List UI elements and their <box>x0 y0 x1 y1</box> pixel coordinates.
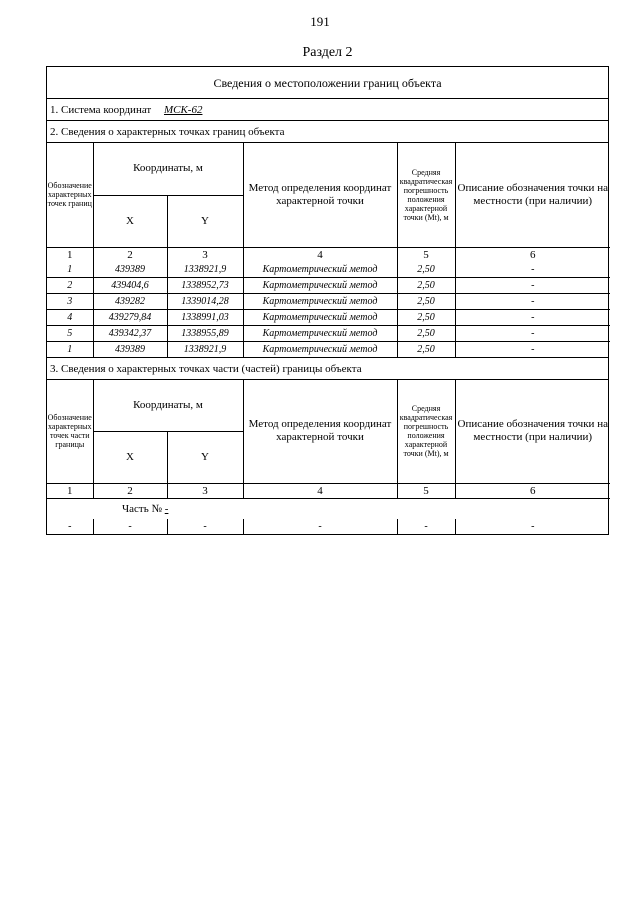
table-cell: 2,50 <box>397 325 455 341</box>
s3-header-x: X <box>93 432 167 484</box>
table-cell: 2,50 <box>397 309 455 325</box>
table-cell: - <box>455 293 610 309</box>
s3-header-description: Описание обозначения точки на местности (при наличии) <box>455 380 610 484</box>
table-cell: 439342,37 <box>93 325 167 341</box>
document-heading: Сведения о местоположении границ объекта <box>47 67 608 99</box>
table-cell: 439389 <box>93 262 167 278</box>
s3-header-y: Y <box>167 432 243 484</box>
table-cell: Картометрический метод <box>243 309 397 325</box>
table-row <box>47 262 610 278</box>
table-cell: - <box>93 519 167 534</box>
table-cell: 1338955,89 <box>167 325 243 341</box>
s2-header-accuracy: Средняя квадратическая погрешность положения характерной точки (Mt), м <box>397 143 455 247</box>
section3-title: 3. Сведения о характерных точках части (частей) границы объекта <box>47 358 608 380</box>
table-cell: 1 <box>47 262 93 278</box>
s2-colnum: 5 <box>397 247 455 262</box>
table-cell: 2,50 <box>397 277 455 293</box>
table-cell: 1338921,9 <box>167 262 243 278</box>
table-row <box>47 309 610 325</box>
table-row <box>47 277 610 293</box>
table-cell: 439279,84 <box>93 309 167 325</box>
s3-header-coords: Координаты, м <box>93 380 243 432</box>
table-cell: 5 <box>47 325 93 341</box>
table-cell: - <box>455 309 610 325</box>
section2-title: 2. Сведения о характерных точках границ объекта <box>47 121 608 143</box>
s2-header-coords: Координаты, м <box>93 143 243 195</box>
table-cell: 439282 <box>93 293 167 309</box>
section-title: Раздел 2 <box>302 45 353 60</box>
section3-table-wrap <box>47 380 608 535</box>
table-cell: 439404,6 <box>93 277 167 293</box>
s3-part-cell <box>47 499 610 520</box>
table-cell: Картометрический метод <box>243 325 397 341</box>
table-cell: 1338991,03 <box>167 309 243 325</box>
table-cell: 2,50 <box>397 341 455 357</box>
s2-body <box>47 262 610 357</box>
table-cell: 4 <box>47 309 93 325</box>
coord-system-row <box>47 99 608 121</box>
page-number: 191 <box>310 14 330 29</box>
boundary-document <box>46 66 609 535</box>
s3-colnum: 5 <box>397 484 455 499</box>
s3-colnum: 2 <box>93 484 167 499</box>
table-cell: - <box>455 341 610 357</box>
table-cell: - <box>167 519 243 534</box>
coord-system-value: МСК-62 <box>163 104 203 116</box>
table-cell: Картометрический метод <box>243 277 397 293</box>
s2-header-description: Описание обозначения точки на местности (при наличии) <box>455 143 610 247</box>
s3-colnum: 6 <box>455 484 610 499</box>
s3-part-label: Часть № <box>122 503 162 515</box>
s2-header-x: X <box>93 195 167 247</box>
section3-table <box>47 380 610 535</box>
table-row <box>47 519 610 534</box>
s3-body <box>47 519 610 534</box>
table-cell: 1338952,73 <box>167 277 243 293</box>
section2-table-wrap <box>47 143 608 358</box>
table-cell: 2,50 <box>397 293 455 309</box>
s2-header-point: Обозначение характерных точек границ <box>47 143 93 247</box>
s3-column-numbers <box>47 484 610 499</box>
s2-colnum: 3 <box>167 247 243 262</box>
s2-colnum: 2 <box>93 247 167 262</box>
s3-colnum: 4 <box>243 484 397 499</box>
table-cell: - <box>455 519 610 534</box>
coord-system-label: 1. Система координат <box>50 104 152 116</box>
table-cell: 2 <box>47 277 93 293</box>
s3-header-accuracy: Средняя квадратическая погрешность положения характерной точки (Mt), м <box>397 380 455 484</box>
s3-header-point: Обозначение характерных точек части границы <box>47 380 93 484</box>
table-row <box>47 293 610 309</box>
table-cell: Картометрический метод <box>243 293 397 309</box>
s3-part-row <box>47 499 610 520</box>
section2-table <box>47 143 610 357</box>
s2-header-y: Y <box>167 195 243 247</box>
table-cell: Картометрический метод <box>243 262 397 278</box>
table-cell: 3 <box>47 293 93 309</box>
table-cell: 1338921,9 <box>167 341 243 357</box>
table-cell: - <box>455 277 610 293</box>
s3-part-number: - <box>164 503 169 515</box>
s2-colnum: 1 <box>47 247 93 262</box>
table-row <box>47 325 610 341</box>
table-cell: 2,50 <box>397 262 455 278</box>
table-cell: 1 <box>47 341 93 357</box>
s2-header-method: Метод определения координат характерной точки <box>243 143 397 247</box>
table-cell: - <box>455 262 610 278</box>
s2-colnum: 6 <box>455 247 610 262</box>
table-cell: - <box>243 519 397 534</box>
s2-column-numbers <box>47 247 610 262</box>
s2-colnum: 4 <box>243 247 397 262</box>
s3-colnum: 3 <box>167 484 243 499</box>
table-cell: - <box>47 519 93 534</box>
s3-header-method: Метод определения координат характерной точки <box>243 380 397 484</box>
table-cell: - <box>455 325 610 341</box>
table-cell: 1339014,28 <box>167 293 243 309</box>
s3-colnum: 1 <box>47 484 93 499</box>
table-cell: - <box>397 519 455 534</box>
table-cell: Картометрический метод <box>243 341 397 357</box>
table-row <box>47 341 610 357</box>
table-cell: 439389 <box>93 341 167 357</box>
